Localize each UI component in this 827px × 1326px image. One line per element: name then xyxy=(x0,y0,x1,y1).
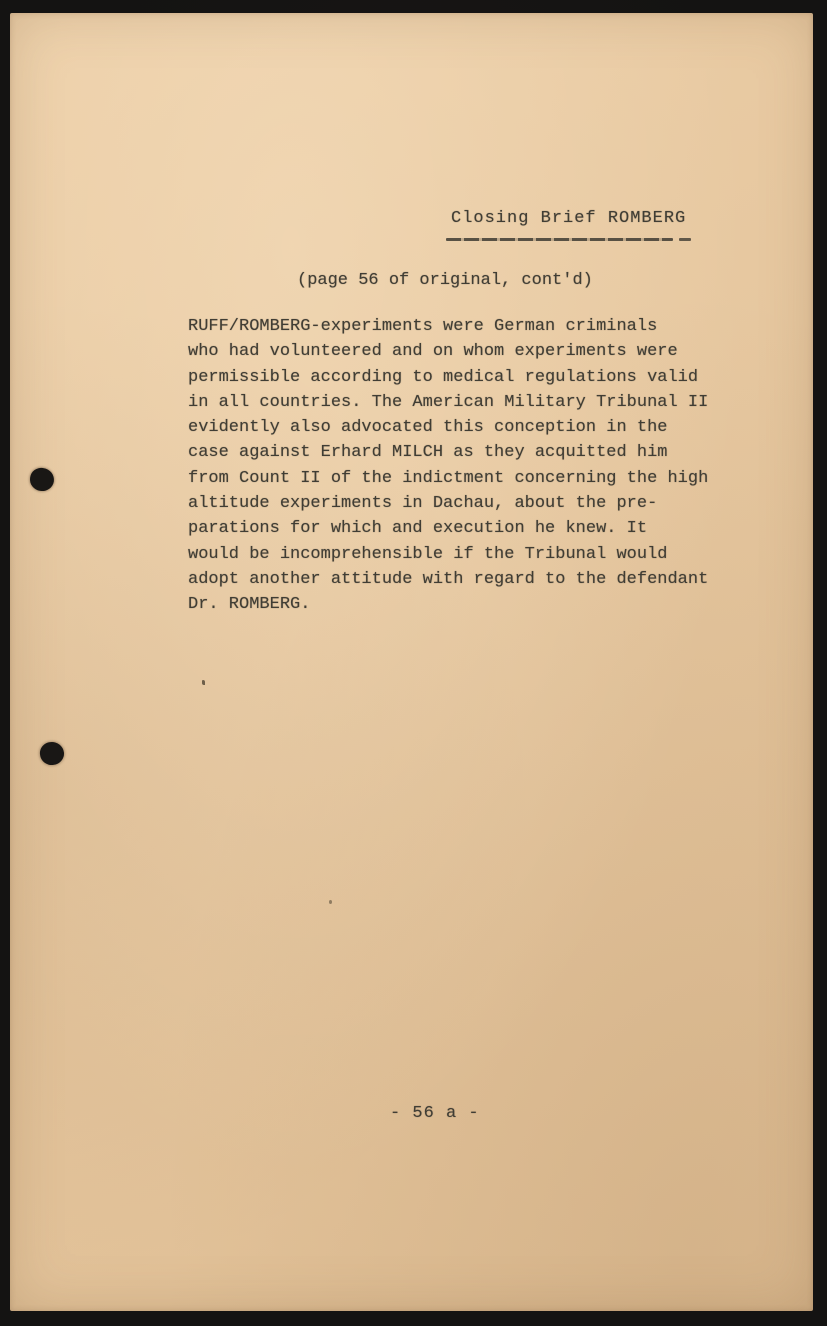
body-line: case against Erhard MILCH as they acquitted him xyxy=(188,443,668,463)
body-line: permissible according to medical regulations valid xyxy=(188,367,699,387)
document-page xyxy=(10,13,813,1311)
punch-hole-bottom xyxy=(39,741,65,766)
page-number: - 56 a - xyxy=(390,1104,480,1123)
body-line: from Count II of the indictment concerning the high xyxy=(188,468,709,488)
page-reference-note: (page 56 of original, cont'd) xyxy=(297,271,593,290)
body-paragraph xyxy=(188,314,748,618)
underline-long-dash xyxy=(446,238,673,241)
title-underline xyxy=(446,238,691,241)
body-line: RUFF/ROMBERG-experiments were German criminals xyxy=(188,317,658,336)
punch-hole-top xyxy=(29,466,56,492)
paper-speck xyxy=(329,900,332,904)
document-title: Closing Brief ROMBERG xyxy=(451,209,687,228)
body-line: in all countries. The American Military Tribunal II xyxy=(188,392,709,412)
underline-short-dash xyxy=(679,238,691,241)
body-line: would be incomprehensible if the Tribunal would xyxy=(188,544,668,564)
paper-speck xyxy=(202,680,205,685)
body-line: evidently also advocated this conception in the xyxy=(188,418,668,438)
body-line: altitude experiments in Dachau, about the pre- xyxy=(188,494,658,514)
body-line: adopt another attitude with regard to the defendant xyxy=(188,569,709,589)
body-line: Dr. ROMBERG. xyxy=(188,595,311,615)
body-line: parations for which and execution he knew. It xyxy=(188,519,648,539)
body-line: who had volunteered and on whom experiments were xyxy=(188,342,678,362)
